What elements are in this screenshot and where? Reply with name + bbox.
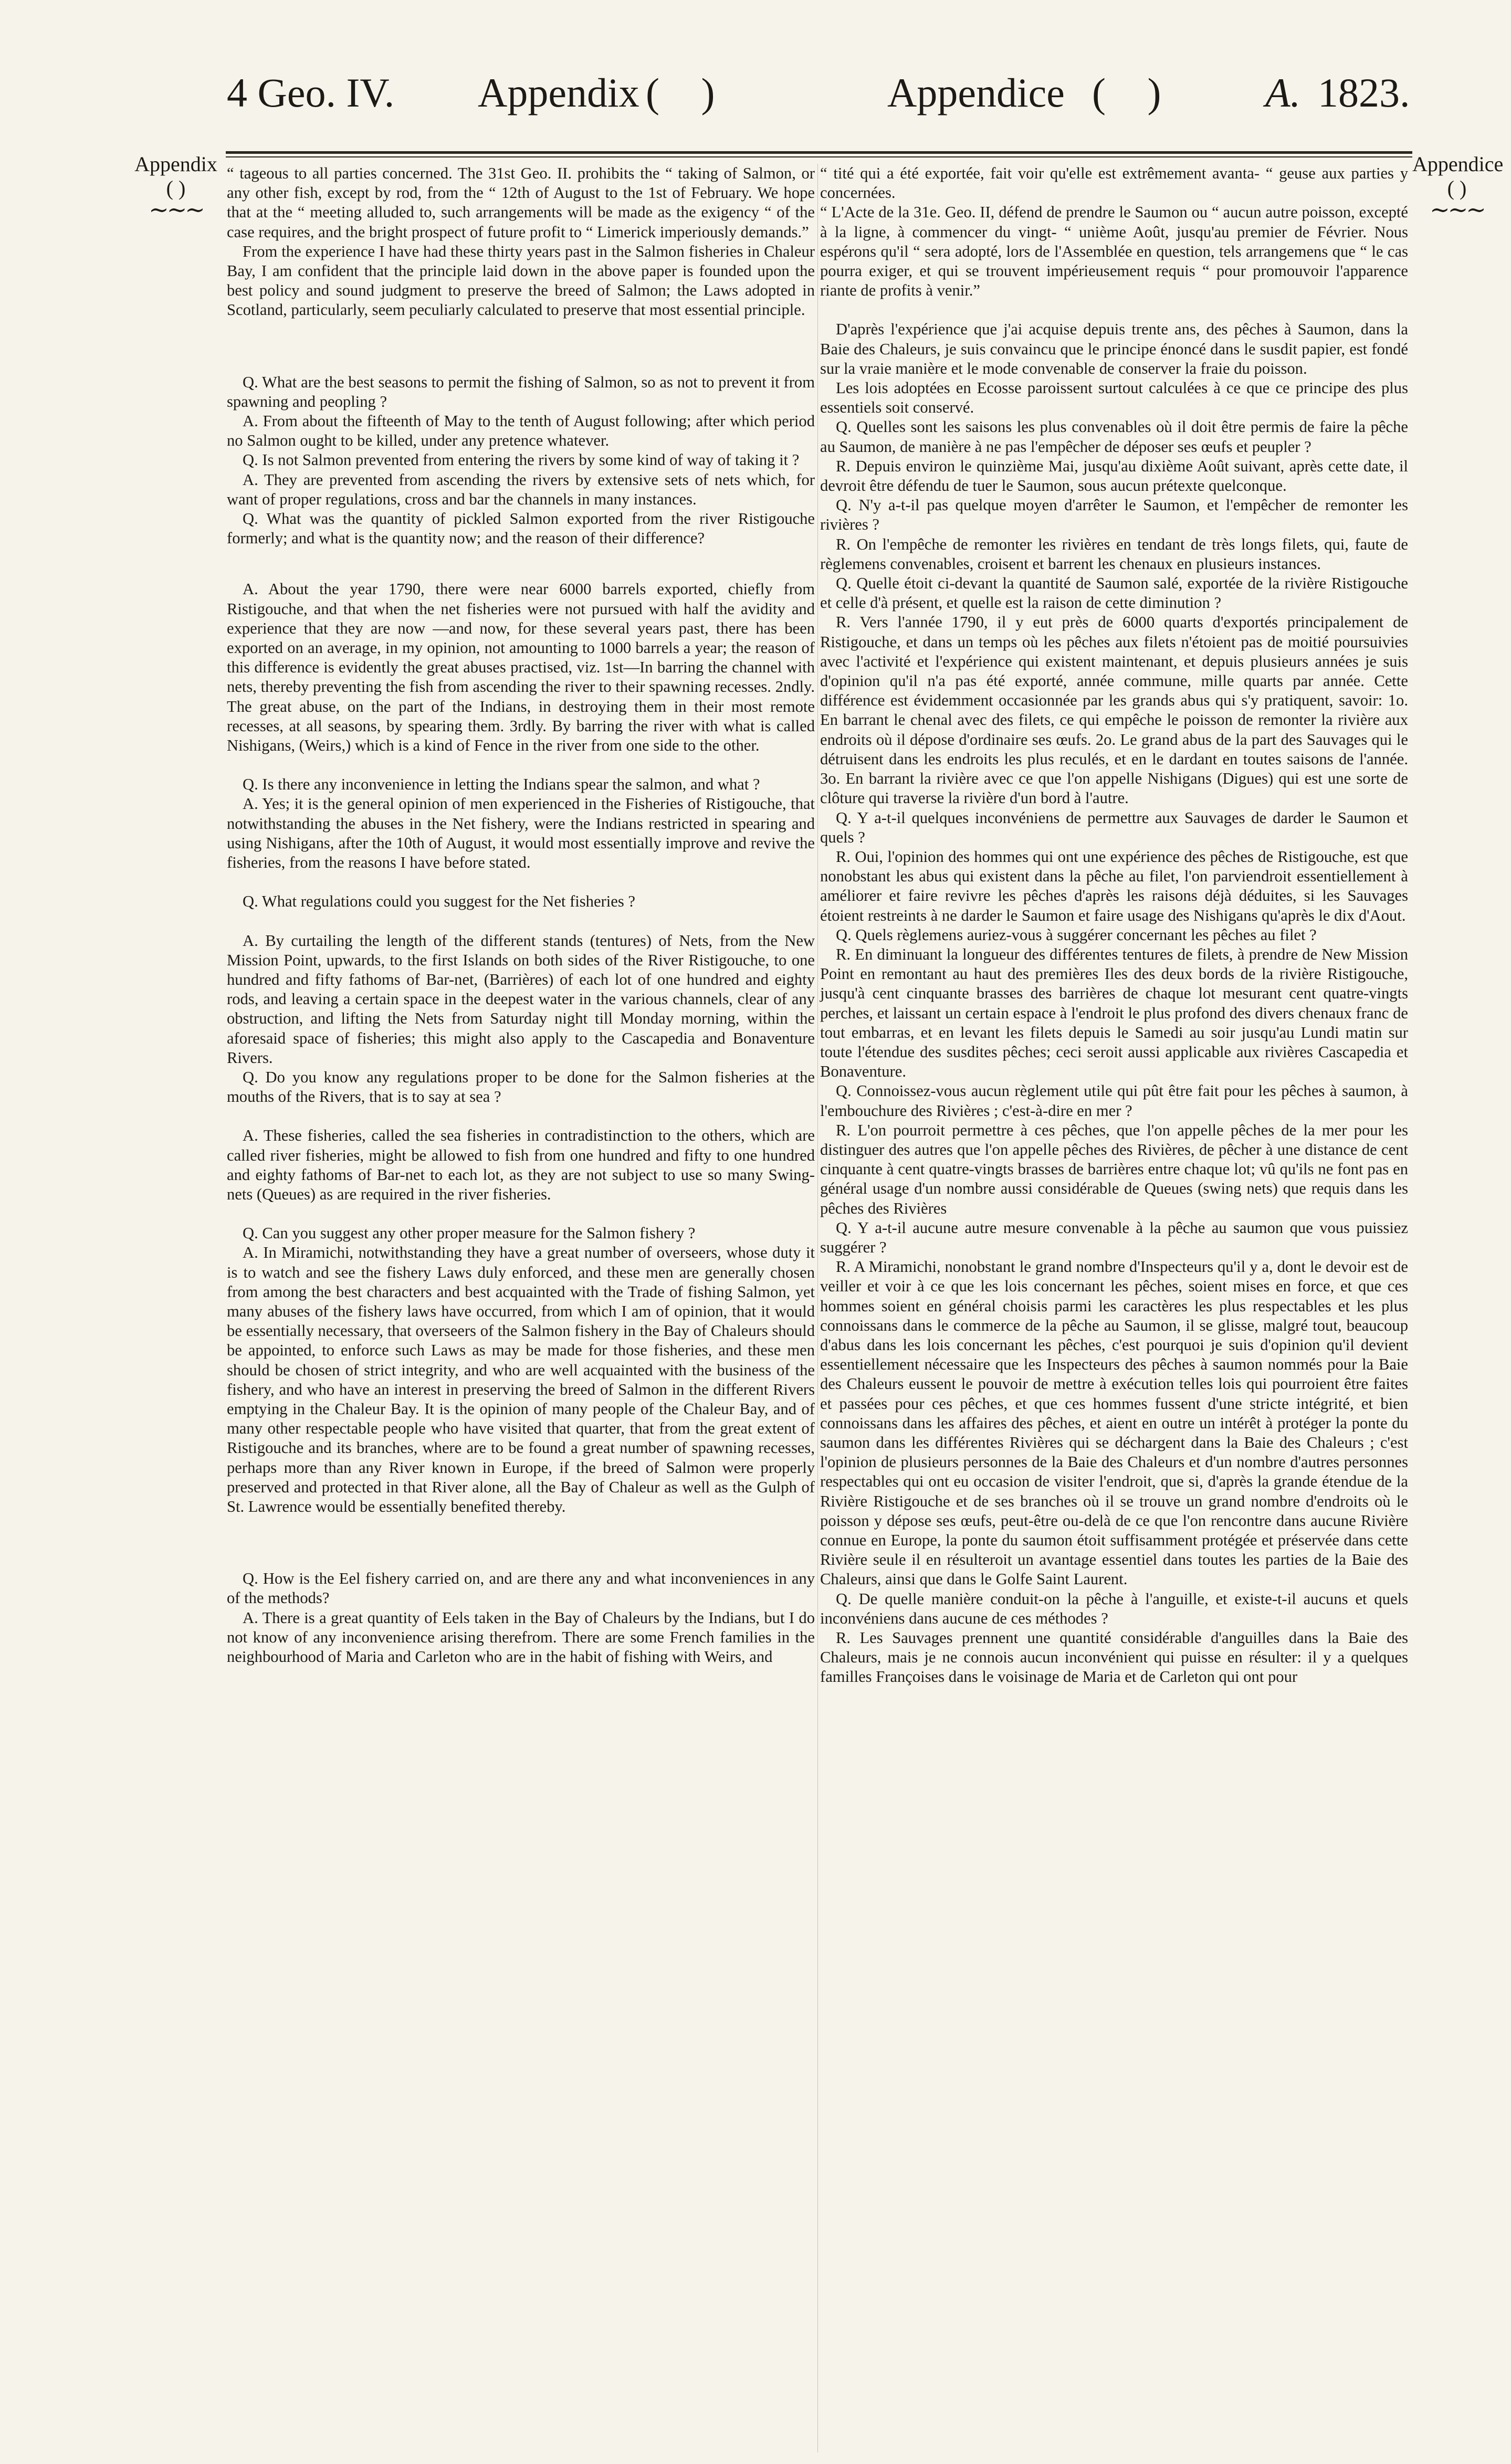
french-column (820, 164, 1408, 1687)
fr-question-anguille: Q. De quelle manière conduit-on la pêche à l'anguille, et existe-t-il aucuns et quels inconvéniens dans aucune de ces méthodes ? (820, 1589, 1408, 1627)
en-answer-indians: A. Yes; it is the general opinion of men experienced in the Fisheries of Ristigouche, that notwithstanding the abuses in the Net fishery, were the Indians restricted in spearing and using Nishigans, after the 10th of August, it would most essentially improve and revive the fisheries, from the reasons I have before stated. (227, 795, 815, 872)
fr-question-saisons: Q. Quelles sont les saisons les plus convenables où il doit être permis de faire la pêche au Saumon, de manière à ne pas l'empêcher de déposer ses œufs et peupler ? (820, 418, 1408, 456)
left-flourish-ornament: ∼∼∼ (149, 196, 203, 223)
fr-question-arreter: Q. N'y a-t-il pas quelque moyen d'arrêter le Saumon, et l'empêcher de remonter les rivières ? (820, 496, 1408, 534)
page-header (0, 0, 1511, 157)
column-divider (817, 164, 818, 2452)
en-answer-eel: A. There is a great quantity of Eels taken in the Bay of Chaleurs by the Indians, but I do not know of any inconvenience arising therefrom. There are some French families in the neighbourhood of Maria and Carleton who are in the habit of fishing with Weirs, and (227, 1608, 815, 1666)
fr-quote-continuation: “ tité qui a été exportée, fait voir qu'elle est extrêmement avanta- “ geuse aux parties y concernées. (820, 164, 1408, 202)
fr-question-autre-mesure: Q. Y a-t-il aucune autre mesure convenable à la pêche au saumon que vous puissiez suggérer ? (820, 1218, 1408, 1256)
en-question-sea-fisheries: Q. Do you know any regulations proper to be done for the Salmon fisheries at the mouths of the Rivers, that is to say at sea ? (227, 1068, 815, 1106)
fr-question-sauvages: Q. Y a-t-il quelques inconvéniens de permettre aux Sauvages de darder le Saumon et quels ? (820, 808, 1408, 846)
fr-reponse-arreter: R. On l'empêche de remonter les rivières en tendant de très longs filets, qui, faute de règlemens convenables, croisent et barrent les chenaux en plusieurs instances. (820, 535, 1408, 573)
regnal-year: 4 Geo. IV. (227, 70, 395, 115)
en-answer-seasons: A. From about the fifteenth of May to the tenth of August following; after which period no Salmon ought to be killed, under any pretence whatever. (227, 412, 815, 450)
header-rule-thin (226, 156, 1412, 157)
fr-reponse-reglemens: R. En diminuant la longueur des différentes tentures de filets, à prendre de New Mission Point en remontant au haut des premières Iles des deux bords de la rivière Ristigouche, jusqu'à cent cinquante brasses des barrières de chaque lot mesurant cent quatre-vingts perches, et laissant un certain espace à l'endroit le plus profond des divers chenaux franc de tout embarras, et en levant les filets depuis le Samedi au soir jusqu'au Lundi matin sur toute l'étendue des susdites pêches; ceci seroit aussi applicable aux rivières Cascapedia et Bonaventure. (820, 945, 1408, 1081)
en-question-net-regulations: Q. What regulations could you suggest for the Net fisheries ? (243, 892, 635, 911)
en-answer-quantity: A. About the year 1790, there were near 6000 barrels exported, chiefly from Ristigouche, and that when the net fisheries were not pursued with half the avidity and experience that they are now —and now, for these several years past, there has been exported on an average, in my opinion, not amounting to 1000 barrels a year; the reason of this difference is evidently the great abuses practised, viz. 1st—In barring the channel with nets, thereby preventing the fish from ascending the river to their spawning recesses. 2ndly. The great abuse, on the part of the Indians, in destroying them in their most remote recesses, at all seasons, by spearing them. 3rdly. By barring the river with what is called Nishigans, (Weirs,) which is a kind of Fence in the river from one side to the other. (227, 580, 815, 755)
right-margin-label: Appendice (1412, 152, 1504, 176)
en-answer-net-regulations: A. By curtailing the length of the different stands (tentures) of Nets, from the New Mission Point, upwards, to the first Islands on both sides of the River Ristigouche, to one hundred and fifty fathoms of Bar-net, (Barrières) of each lot of one hundred and eighty rods, and leaving a certain space in the deepest water in the various channels, clear of any obstruction, and lifting the Nets from Saturday night till Monday morning, within the aforesaid space of fisheries; this might also apply to the Cascapedia and Bonaventure Rivers. (227, 931, 815, 1067)
en-answer-sea-fisheries: A. These fisheries, called the sea fisheries in contradistinction to the others, which are called river fisheries, might be allowed to fish from one hundred and fifty to one hundred and eighty fathoms of Bar-net to each lot, as they are not subject to use so many Swing-nets (Queues) as are required in the river fisheries. (227, 1126, 815, 1203)
en-quote-limerick: “ tageous to all parties concerned. The 31st Geo. II. prohibits the “ taking of Salmon, or any other fish, except by rod, from the “ 12th of August to the 1st of February. We hope that at the “ meeting alluded to, such arrangements will be made as the exigency “ of the case requires, and the bright prospect of future profit to “ Limerick imperiously demands.” (227, 164, 815, 241)
english-column (227, 164, 815, 1667)
left-margin-paren: ( ) (166, 176, 186, 200)
appendix-letter: A. (1265, 70, 1301, 115)
fr-experience-paragraph: D'après l'expérience que j'ai acquise depuis trente ans, des pêches à Saumon, dans la Baie des Chaleurs, je suis convaincu que le principe énoncé dans le susdit papier, est fondé sur la vraie manière et le mode convenable de conserver la fraie du poisson. (820, 320, 1408, 377)
right-margin-note (1412, 152, 1504, 223)
en-question-other-measure: Q. Can you suggest any other proper measure for the Salmon fishery ? (243, 1224, 696, 1242)
fr-reponse-anguille: R. Les Sauvages prennent une quantité considérable d'anguilles dans la Baie des Chaleurs, mais je ne connois aucun inconvénient qui puisse en résulter: il y a quelques familles Françoises dans le voisinage de Maria et de Carleton qui ont pour (820, 1629, 1408, 1686)
fr-question-embouchure: Q. Connoissez-vous aucun règlement utile qui pût être fait pour les pêches à saumon, à l'embouchure des Rivières ; c'est-à-dire en mer ? (820, 1082, 1408, 1120)
fr-reponse-embouchure: R. L'on pourroit permettre à ces pêches, que l'on appelle pêches de la mer pour les distinguer des autres que l'on appelle pêches des Rivières, de pêcher à une distance de cent cinquante à cent quatre-vingts brasses de barrières entre chaque lot; vû qu'ils ne font pas en général usage d'un nombre aussi considérable de Queues (swing nets) que requis dans les pêches des Rivières (820, 1121, 1408, 1217)
fr-reponse-autre-mesure: R. A Miramichi, nonobstant le grand nombre d'Inspecteurs qu'il y a, dont le devoir est de veiller et voir à ce que les lois concernant les pêches, soient mises en force, et que ces hommes soient en général choisis parmi les caractères les plus respectables et les plus connoissans dans le commerce de la pêche au Saumon, il se glisse, malgré tout, beaucoup d'abus dans les lois concernant les pêches, c'est pourquoi je suis d'opinion qu'il devient essentiellement nécessaire que les Inspecteurs des pêches à saumon nommés pour la Baie des Chaleurs eussent le pouvoir de mettre à exécution telles lois qui pourroient être faites et passées pour ces pêches, et que ces hommes fussent d'une stricte intégrité, et bien connoissans dans les affaires des pêches, et aient en outre un intérêt à protéger la ponte du saumon dans les différentes Rivières qui se déchargent dans la Baie des Chaleurs ; c'est l'opinion de plusieurs personnes de la Baie des Chaleurs et d'un nombre d'autres personnes respectables qui ont eu occasion de visiter l'endroit, que si, d'après la grande étendue de la Rivière Ristigouche et de ses branches où il se trouve un grand nombre d'endroits où le poisson y dépose ses œufs, peut-être ou-delà de ce que l'on rencontre dans aucune Rivière connue en Europe, la ponte du saumon étoit suffisamment protégée et préservée dans cette Rivière seule il en résulteroit un avantage essentiel dans toutes les parties de la Baie des Chaleurs, ainsi que dans le Golfe Saint Laurent. (820, 1258, 1408, 1588)
appendix-paren-en: ( ) (646, 70, 731, 115)
en-question-quantity: Q. What was the quantity of pickled Salmon exported from the river Ristigouche formerly; and what is the quantity now; and the reason of their difference? (227, 510, 815, 547)
header-rule (226, 151, 1412, 154)
en-answer-prevented: A. They are prevented from ascending the rivers by extensive sets of nets which, for want of proper regulations, cross and bar the channels in many instances. (227, 470, 815, 508)
en-answer-other-measure: A. In Miramichi, notwithstanding they have a great number of overseers, whose duty it is to watch and see the fishery Laws duly enforced, and these men are generally chosen from among the best characters and best acquainted with the Trade of fishing Salmon, yet many abuses of the fishery laws have occurred, from which I am of opinion, that it would be essentially necessary, that overseers of the Salmon fishery in the Bay of Chaleurs should be appointed, to enforce such Laws as may be made for those fisheries, and these men should be chosen of strict integrity, and who are well acquainted with the business of the fishery, and who have an interest in preserving the breed of Salmon in the different Rivers emptying in the Chaleur Bay. It is the opinion of many people of the Chaleur Bay, and of many other respectable people who have visited that quarter, that from the great extent of Ristigouche and its branches, where are to be found a great number of spawning recesses, perhaps more than any River known in Europe, if the breed of Salmon were properly preserved and protected in that River alone, all the Bay of Chaleur as well as the Gulph of St. Lawrence would be essentially benefited thereby. (227, 1244, 815, 1515)
appendix-label-en: Appendix (478, 70, 639, 115)
en-question-prevented: Q. Is not Salmon prevented from entering the rivers by some kind of way of taking it ? (243, 451, 800, 469)
right-margin-paren: ( ) (1447, 176, 1467, 200)
en-question-seasons: Q. What are the best seasons to permit the fishing of Salmon, so as not to prevent it from spawning and peopling ? (227, 373, 815, 410)
appendice-paren-fr: ( ) (1092, 70, 1177, 115)
fr-quote-acte: “ L'Acte de la 31e. Geo. II, défend de prendre le Saumon ou “ aucun autre poisson, excepté à la ligne, à commencer du vingt- “ unième Août, jusqu'au premier de Février. Nous espérons qu'il “ sera adopté, lors de l'Assemblée en question, tels arrangemens que “ le cas pourra exiger, et qui se trouvent impérieusement requis “ pour promouvoir l'apparence riante de profits à venir.” (820, 203, 1408, 300)
fr-reponse-quantite: R. Vers l'année 1790, il y eut près de 6000 quarts d'exportés principalement de Ristigouche, et dans un temps où les pêches aux filets n'étoient pas de moitié poursuivies avec l'activité et l'expérience qui existent maintenant, et depuis plusieurs années je suis d'opinion qu'il n'a pas été exporté, année commune, mille quarts par année. Cette différence est évidemment occasionnée par les grands abus qui s'y pratiquent, savoir: 1o. En barrant le chenal avec des filets, ce qui empêche le poisson de remonter la rivière aux endroits où il dépose d'ordinaire ses œufs. 2o. Le grand abus de la part des Sauvages qui le détruisent dans les endroits les plus reculés, et en le dardant en toutes saisons de l'année. 3o. En barrant la rivière avec ce que l'on appelle Nishigans (Digues) qui est une sorte de clôture qui traverse la rivière d'un bord à l'autre. (820, 613, 1408, 807)
appendice-label-fr: Appendice (887, 70, 1065, 115)
left-margin-note (131, 152, 221, 223)
right-flourish-ornament: ∼∼∼ (1430, 196, 1484, 223)
fr-question-quantite: Q. Quelle étoit ci-devant la quantité de Saumon salé, exportée de la rivière Ristigouche et celle d'à présent, et quelle est la raison de cette diminution ? (820, 574, 1408, 612)
page-year: 1823. (1318, 70, 1410, 115)
en-experience-paragraph: From the experience I have had these thirty years past in the Salmon fisheries in Chaleur Bay, I am confident that the principle laid down in the above paper is founded upon the best policy and sound judgment to preserve the breed of Salmon; the Laws adopted in Scotland, particularly, seem peculiarly calculated to preserve that most essential principle. (227, 242, 815, 319)
fr-question-reglemens: Q. Quels règlemens auriez-vous à suggérer concernant les pêches au filet ? (836, 925, 1317, 944)
fr-lois-ecosse: Les lois adoptées en Ecosse paroissent surtout calculées à ce que ce principe des plus essentiels soit conservé. (820, 379, 1408, 417)
en-question-eel: Q. How is the Eel fishery carried on, and are there any and what inconveniences in any of the methods? (227, 1570, 815, 1607)
fr-reponse-saisons: R. Depuis environ le quinzième Mai, jusqu'au dixième Août suivant, après cette date, il devroit être défendu de tuer le Saumon, sous aucun prétexte quelconque. (820, 457, 1408, 495)
left-margin-label: Appendix (134, 152, 217, 176)
en-question-indians: Q. Is there any inconvenience in letting the Indians spear the salmon, and what ? (243, 775, 760, 794)
fr-reponse-sauvages: R. Oui, l'opinion des hommes qui ont une expérience des pêches de Ristigouche, est que nonobstant les abus qui existent dans la pêche au filet, l'on parviendroit essentiellement à améliorer et faire revivre les pêches d'après les raisons déjà déduites, si les Sauvages étoient restreints à ne darder le Saumon et faire usage des Nishigans qu'après le dix d'Aout. (820, 847, 1408, 924)
